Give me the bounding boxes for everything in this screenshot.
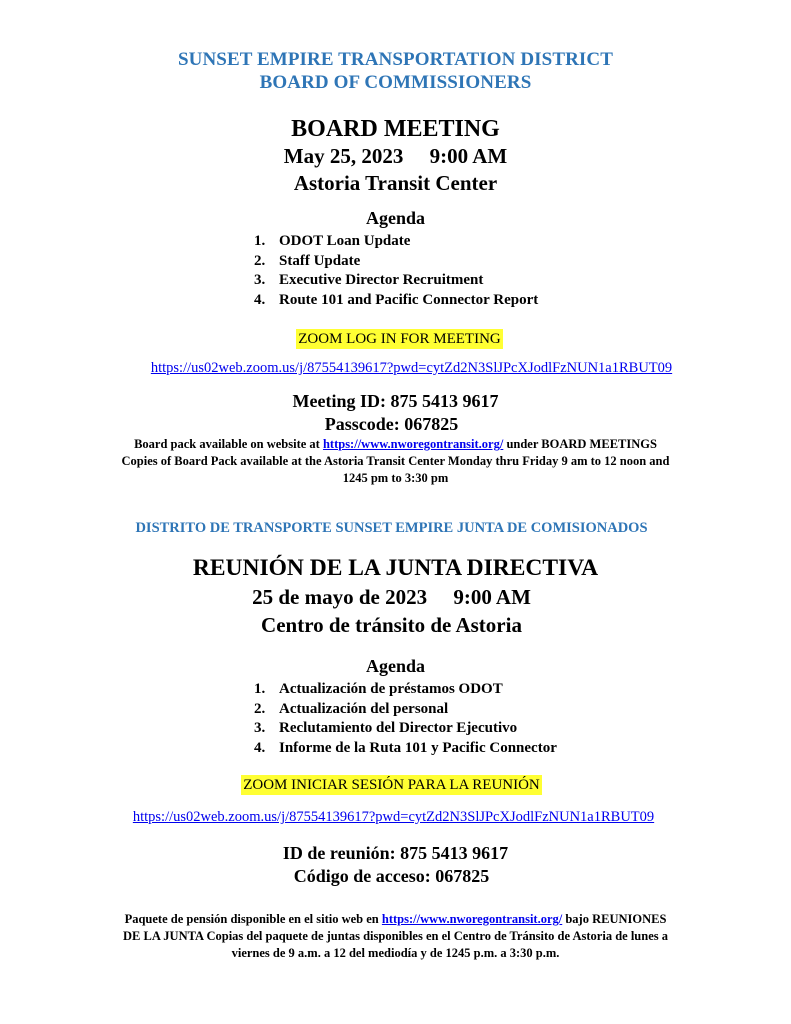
agenda-title: Agenda bbox=[365, 208, 425, 228]
meeting-title: BOARD MEETING bbox=[291, 116, 500, 142]
agenda-item: 3. Executive Director Recruitment bbox=[254, 272, 484, 288]
agenda-item: 4. Informe de la Ruta 101 y Pacific Connector bbox=[254, 739, 557, 756]
agenda-item: 1. ODOT Loan Update bbox=[254, 233, 411, 249]
spanish-agenda-list bbox=[254, 680, 557, 758]
spanish-board-pack-note: Paquete de pensión disponible en el sitio web en https://www.nworegontransit.org/ bajo REUNIONES DE LA JUNTA Copias del paquete de juntas disponibles en el Centro de Tránsito de Astoria de lunes a viernes de 9 a.m. a 12 del mediodía y de 1245 p.m. a 3:30 p.m. bbox=[123, 912, 668, 960]
spanish-passcode: Código de acceso: 067825 bbox=[293, 866, 490, 886]
org-line-2: BOARD OF COMMISSIONERS bbox=[259, 72, 532, 93]
spanish-meeting-id: ID de reunión: 875 5413 9617 bbox=[282, 843, 509, 863]
agenda-item: 4. Route 101 and Pacific Connector Report bbox=[254, 291, 539, 308]
agenda-item: 2. Staff Update bbox=[254, 252, 361, 269]
org-name bbox=[0, 48, 791, 94]
meeting-id: Meeting ID: 875 5413 9617 bbox=[292, 391, 499, 411]
spanish-agenda-title: Agenda bbox=[365, 656, 425, 676]
passcode: Passcode: 067825 bbox=[324, 414, 459, 434]
agenda-item: 3. Reclutamiento del Director Ejecutivo bbox=[254, 720, 518, 736]
meeting-date-time: May 25, 2023 9:00 AM bbox=[283, 144, 508, 168]
spanish-website-link[interactable]: https://www.nworegontransit.org/ bbox=[381, 912, 563, 926]
zoom-label: ZOOM LOG IN FOR MEETING bbox=[298, 331, 501, 347]
zoom-link-row bbox=[16, 359, 791, 377]
spanish-zoom-label: ZOOM INICIAR SESIÓN PARA LA REUNIÓN bbox=[243, 777, 540, 793]
spanish-zoom-link-row bbox=[0, 808, 789, 826]
spanish-meeting-location: Centro de tránsito de Astoria bbox=[261, 613, 522, 637]
agenda-item: 2. Actualización del personal bbox=[254, 700, 449, 717]
spanish-meeting-date-time: 25 de mayo de 2023 9:00 AM bbox=[252, 585, 531, 609]
spanish-org-name: DISTRITO DE TRANSPORTE SUNSET EMPIRE JUNTA DE COMISIONADOS bbox=[135, 520, 648, 536]
board-pack-note: Board pack available on website at https://www.nworegontransit.org/ under BOARD MEETINGS Copies of Board Pack available at the Astoria Transit Center Monday thru Friday 9 am to 12 noon and 1245 pm to 3:30 pm bbox=[121, 437, 670, 485]
spanish-zoom-link[interactable]: https://us02web.zoom.us/j/87554139617?pwd=cytZd2N3SlJPcXJodlFzNUN1a1RBUT09 bbox=[132, 809, 655, 825]
agenda-list bbox=[254, 232, 538, 310]
zoom-link[interactable]: https://us02web.zoom.us/j/87554139617?pwd=cytZd2N3SlJPcXJodlFzNUN1a1RBUT09 bbox=[150, 360, 673, 376]
org-line-1: SUNSET EMPIRE TRANSPORTATION DISTRICT bbox=[177, 49, 614, 70]
spanish-meeting-title: REUNIÓN DE LA JUNTA DIRECTIVA bbox=[192, 555, 599, 581]
website-link[interactable]: https://www.nworegontransit.org/ bbox=[322, 437, 504, 451]
meeting-location: Astoria Transit Center bbox=[293, 171, 498, 195]
zoom-label-row bbox=[4, 329, 791, 349]
agenda-item: 1. Actualización de préstamos ODOT bbox=[254, 681, 503, 697]
spanish-zoom-label-row bbox=[0, 775, 787, 795]
